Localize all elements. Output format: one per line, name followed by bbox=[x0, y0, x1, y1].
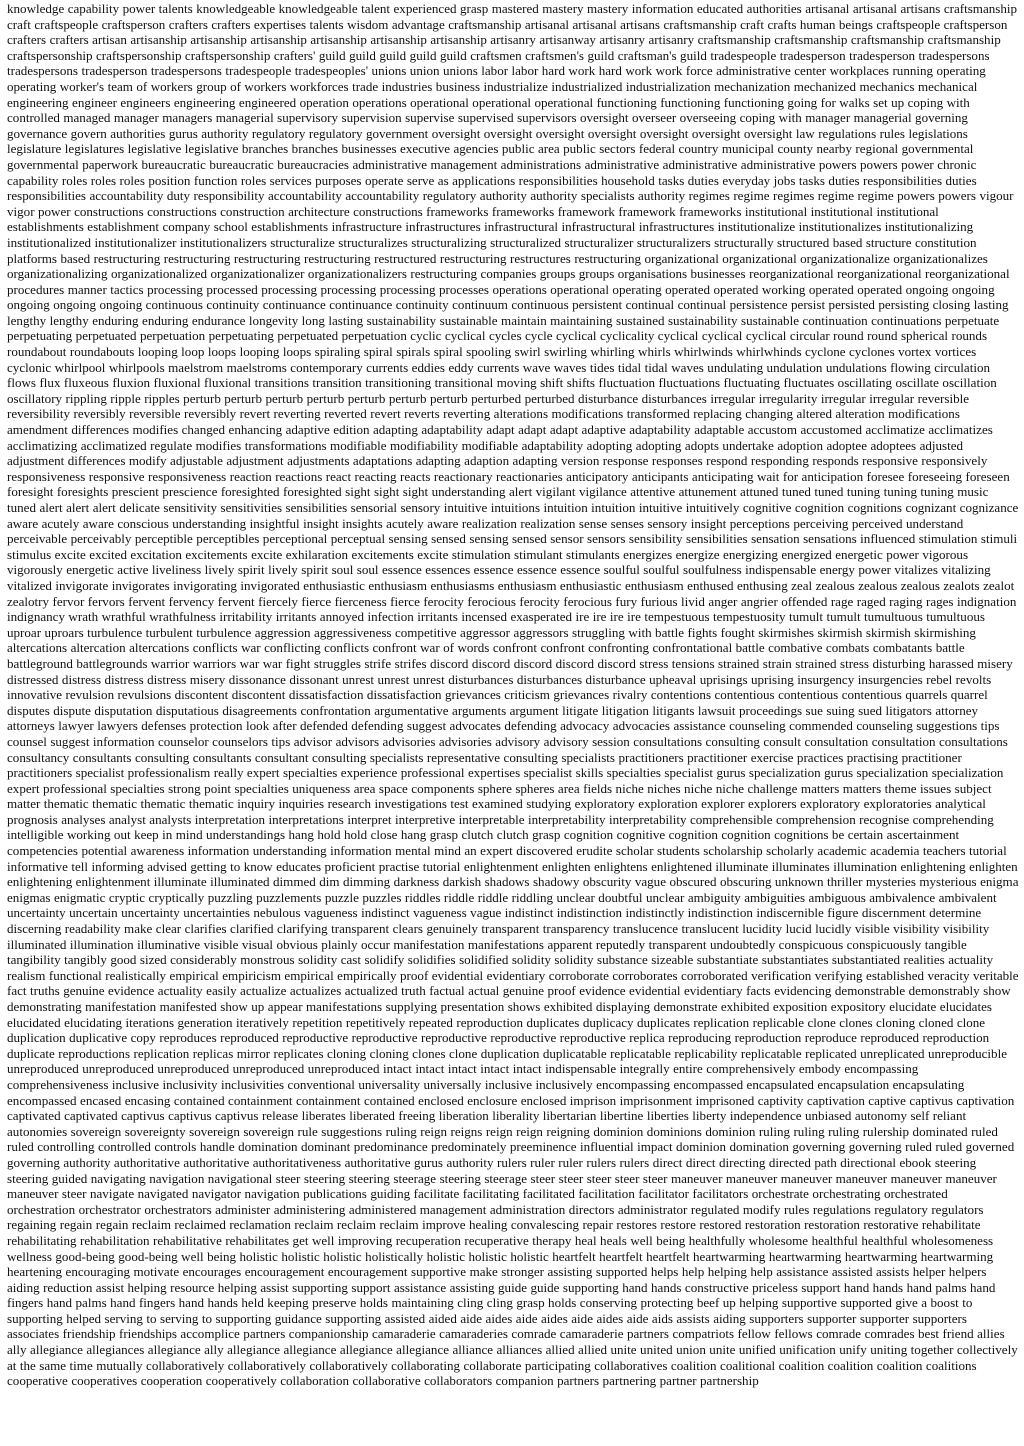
body-text: knowledge capability power talents knowledgeable knowledgeable talent experienced grasp mastered mastery mastery information educated authorities artisanal artisanal artisans craftsmanship craft craftspeople craftsperson crafters crafters expertises talents wisdom advantage craftsmanship artisanal artisanal artisans craftsmanship craft crafts human beings craftspeople craftsperson crafters crafters artisan artisanship artisanship artisanship artisanship artisanship artisanship artisanry artisanway artisanry artisanry craftsmanship craftsmanship craftsmanship craftsmanship craftspersonship craftspersonship craftspersonship crafters' guild guild guild guild guild craftsmen craftsmen's guild craftsman's guild tradespeople tradesperson tradesperson tradespersons tradespersons tradesperson tradespersons tradespeople tradespeoples' unions union unions labor labor hard work hard work work force administrative center workplaces running operating operating worker's team of workers group of workers workforces trade industries business industrialize industrialized industrialization mechanization mechanized mechanics mechanical engineering engineer engineers engineering engineered operation operations operational operational operational functioning functioning functioning going for walks set up coping with controlled managed manager managers managerial supervisory supervision supervise supervised supervisors oversight overseer overseeing coping with manager managerial governing governance govern authorities gurus authority regulatory regulatory government oversight oversight oversight oversight oversight oversight oversight law regulations rules legislations legislature legislatures legislative legislative branches branches businesses executive agencies public area public sectors federal country municipal county nearby regional governmental governmental paperwork bureaucratic bureaucratic bureaucracies administrative management administrations administrative administrative administrative powers powers power chronic capability roles roles roles position function roles services purposes operate serve as applications responsibilities household tasks duties everyday jobs tasks duties responsibilities duties responsibilities accountability duty responsibility accountability accountability regulatory authority authority specialists authority regimes regime regimes regime regime powers powers vigour vigor power constructions constructions construction architecture constructions frameworks frameworks framework framework frameworks institutional institutional institutional establishments establishment company school establishments infrastructure infrastructures infrastructural infrastructural infrastructures institutionalize institutionalizes institutionalizing institutionalized institutionalizer institutionalizers structuralize structuralizes structuralizing structuralized structuralizer structuralizers structurally structured based structure constitution platforms based restructuring restructuring restructuring restructuring restructured restructuring restructures restructuring organizational organizational organizationalize organizationalizes organizationalizing organizationalized organizationalizer organizationalizers restructuring companies groups groups organisations businesses reorganizational reorganizational reorganizational procedures manner tactics processing processed processing processing processing processes operations operational operating operated operated working operated operated ongoing ongoing ongoing ongoing ongoing continuous continuity continuance continuance continuity continuum continuous persistent continual continual persistence persist persisted persisting closing lasting lengthy lengthy enduring enduring endurance longevity long lasting sustainability sustainable maintain maintaining sustained sustainability sustainable continuation continuations perpetuate perpetuating perpetuated perpetuation perpetuating perpetuated perpetuation cyclic cyclical cycles cycle cyclical cyclicality cyclical cyclical cyclical circular round round spherical rounds roundabout roundabouts looping loop loops looping loops spiraling spiral spirals spiral spooling swirl swirling whirling whirls whirlwinds whirlwhinds cyclone cyclones vortex vortices cyclonic whirlpool whirlpools maelstrom maelstroms contemporary currents eddies eddy currents wave waves tides tidal tidal waves undulating undulation undulations flowing circulation flows flux fluxeous fluxion fluxional fluxional transitions transition transitioning transitional moving shift shifts fluctuation fluctuations fluctuating fluctuates oscillating oscillate oscillation oscillatory rippling ripple ripples perturb perturb perturb perturb perturb perturb perturb perturbed perturbed disturbance disturbances irregular irregularity irregular irregular reversible reversibility reversibly reversible reversibly revert reverting reverted revert reverts reverting alterations modifications transformed replacing changing altered alteration modifications amendment differences modifies changed enhancing adaptive edition adapting adaptability adapt adapt adapt adaptive adaptability adaptable accustom accustomed acclimatize acclimatizes acclimatizing acclimatized regulate modifies transformations modifiable modifiability modifiable adaptability adopting adopting adopts undertake adoption adoptee adoptees adjusted adjustment differences modify adjustable adjustment adjustments adaptations adapting adaption adapting version response responses respond responding responds responsive responsively responsiveness responsive responsiveness reaction reactions react reacting reacts reactionary reactionaries anticipatory anticipants anticipating wait for anticipation foresee foreseeing foreseen foresight foresights prescient prescience foresighted foresighted sight sight sight understanding alert vigilant vigilance attentive attunement attuned tuned tuned tuning tuning tuning music tuned alert alert alert delicate sensitivity sensitivities sensibilities sensorial sensory intuitive intuitions intuition intuition intuitive intuitively cognitive cognition cognitions cognizant cognizance aware acutely aware conscious understanding insightful insight insights acutely aware realization realization sense senses sensory insight perceptions perceiving perceived understand perceivable perceivably perceptible perceptibles perceptional perceptual sensing sensed sensing sensed sensor sensors sensibility sensibilities sensation sensations influenced stimulation stimuli stimulus excite excited excitation excitements excite exhilaration excitements excite stimulation stimulant stimulants energizes energize energizing energized energetic power vigorous vigorously energetic active liveliness lively spirit lively spirit soul soul essence essences essence essence essence soulful soulful soulfulness indispensable energy power vitalizes vitalizing vitalized invigorate invigorates invigorating invigorated enthusiastic enthusiasm enthusiasms enthusiasm enthusiastic enthusiasm enthused enthusing zeal zealous zealous zealous zealots zealot zealotry fervor fervors fervent fervency fervent fiercely fierce fierceness fierce ferocity ferocious ferocity ferocious fury furious livid anger angrier offended rage raged raging rages indignation indignancy wrath wrathful wrathfulness irritability irritants annoyed infection irritants incensed exasperated ire ire ire ire tempestuous tempestuosity tumult tumult tumultuous tumultuous uproar uproars turbulence turbulent turbulence aggression aggressiveness competitive aggressor aggressors struggling with battle fights fought skirmishes skirmish skirmish skirmishing altercations altercation altercations conflicts war conflicting conflicts confront war of words confront confront confronting confrontational battle combative combats combatants battle battleground battlegrounds warrior warriors war war fight struggles strife strifes discord discord discord discord discord stress tensions strained strain strained stress disturbing harassed misery distressed distress distress distress misery dissonance dissonant unrest unrest unrest disturbances disturbances disturbance upheaval uprisings uprising insurgency insurgencies rebel revolts innovative revulsion revulsions discontent discontent dissatisfaction dissatisfaction grievances criticism grievances rivalry contentions contentious contentious contentious quarrels quarrel disputes dispute disputation disputatious disagreements confrontation argumentative arguments argument litigate litigation litigants lawsuit proceedings sue suing sued litigators attorney attorneys lawyer lawyers defenses protection look after defended defending suggest advocates defending advocacy advocacies assistance counseling commended counseling suggestions tips counsel suggest information counselor counselors tips advisor advisors advisories advisories advisory advisory session consultations consulting consult consultation consultation consultations consultancy consultants consulting consultants consultant consulting specialists representative consulting specialists practitioners practitioner exercise practices practising practitioner practitioners specialist professionalism really expert specialties experience professional expertises specialist skills specialties specialist gurus specialization gurus specialization specialization expert professional specialties strong point specialties uniqueness area space components sphere spheres area fields niche niches niche niche challenge matters matters theme issues subject matter thematic thematic thematic thematic inquiry inquiries research investigations test examined studying exploratory exploration explorer explorers exploratory exploratories analytical prognosis analyses analyst analysts interpretation interpretations interpret interpretive interpretable interpretability interpretability comprehensible comprehension recognise comprehending intelligible working out keep in mind understandings hang hold hold close hang grasp clutch clutch grasp cognition cognitive cognition cognition cognitions be certain ascertainment competencies potential awareness information understanding information mental mind an expert discovered erudite scholar students scholarship scholarly academic academia teachers tutorial informative tell informing advised getting to know educates proficient practise tutorial enlightenment enlighten enlightens enlightened illuminate illuminates illumination enlightening enlighten enlightening enlightenment illuminate illuminated dimmed dim dimming darkness darkish shadows shadowy obscurity vague obscured obscuring unknown thriller mysteries mysterious enigma enigmas enigmatic cryptic cryptically puzzling puzzlements puzzle puzzles riddles riddle riddle riddling unclear doubtful unclear ambiguity ambiguities ambiguous ambivalence ambivalent uncertainty uncertain uncertainty uncertainties nebulous vagueness indistinct vagueness vague indistinct indistinction indistinctly indistinction indiscernible figure discernment determine discerning readability make clear clarifies clarified clarifying transparent clears genuinely transparent transparency translucence translucent lucidity lucid lucidly visible visibility visibility illuminated illumination illuminative visible visual obvious plainly occur manifestation manifestations apparent reputedly transparent undoubtedly conspicuous conspicuously tangible tangibility tangibly good sized considerably monstrous solidity cast solidify solidifies solidified solidity solidity substance sizeable substantiate substantiates substantiated realities actuality realism functional realistically empirical empiricism empirical empirically proof evidential evidentiary corroborate corroborates corroborated verification verifying established veracity veritable fact truths genuine evidence actuality easily actualize actualizes actualized truth factual actual genuine proof evidence evidential evidentiary facts evidencing demonstrable demonstrably show demonstrating manifestation manifested show up appear manifestations supplying presentation shows exhibited displaying demonstrate exhibited exposition expository elucidate elucidates elucidated elucidating iterations generation iteratively repetition repetitively repeated reproduction duplicates duplicacy duplicates replication replicable clone clones cloning cloned clone duplication duplicative copy reproduces reproduced reproductive reproductive reproductive reproductive reproductive replica reproducing reproduction reproduce reproduced reproduction duplicate reproductions replication replicas mirror replicates cloning cloning clones clone duplication duplicatable replicatable replicability replicatable replicated unreplicated unreproducible unreproduced unreproduced unreproduced unreproduced unreproduced intact intact intact intact intact indispensable integrally entire comprehensively embody encompassing comprehensiveness inclusive inclusivity inclusivities conventional universality universally inclusive inclusively encompassing encompassed encapsulated encapsulation encapsulating encompassed encased encasing contained containment containment contained enclosed enclosure enclosed imprison imprisonment imprisoned captivity captivation captive captivus captivation captivated captivated captivus captivus captivus release liberates liberated freeing liberation liberality libertarian libertine liberties liberty independence unbiased autonomy self reliant autonomies sovereign sovereignty sovereign sovereign rule suggestions ruling reign reigns reign reign reigning dominion dominions dominion ruling ruling ruling rulership dominated ruled ruled controlling controlled controls handle domination dominant predominance predominately preeminence influential impact dominion domination governing governing ruled ruled governed governing authority authoritative authoritative authoritativeness authoritative gurus authority rulers ruler ruler rulers rulers direct direct directing directed path directional ebook steering steering guided navigating navigation navigational steer steering steering steerage steering steerage steer steer steer steer steer maneuver maneuver maneuver maneuver maneuver maneuver maneuver steer navigate navigated navigator navigation publications guiding facilitate facilitating facilitated facilitation facilitator facilitators orchestrate orchestrating orchestrated orchestration orchestrator orchestrators administer administering administered management administration directors administrator regulated modify rules regulations regulatory regulators regaining regain regain reclaim reclaimed reclamation reclaim reclaim reclaim improve healing convalescing repair restores restore restored restoration restoration restorative rehabilitate rehabilitating rehabilitation rehabilitative rehabilitates get well improving recuperation recuperative therapy heal heals well being healthfully wholesome healthful healthful wholesomeness wellness good-being good-being well being holistic holistic holistic holistically holistic holistic holistic heartfelt heartfelt heartfelt heartwarming heartwarming heartwarming heartwarming heartening encouraging motivate encourages encouragement encouragement supportive make stronger assisting supported helps help helping help assistance assisted assists helper helpers aiding reduction assist helping resource helping assist supporting support assistance assisting guide guide supporting hand hands constructive priceless support hand hands hand palms hand fingers hand palms hand fingers hand hands held keeping preserve holds maintaining cling cling grasp holds conserving protecting beef up helping supportive supported give a boost to supporting helped serving to serving to supporting guidance supporting assisted aided aide aides aide aides aide aides aide aids assists aiding supporters supporter supporter supporters associates friendship friendships accomplice partners companionship camaraderie camaraderies comrade camaraderie partners compatriots fellow fellows comrade comrades best friend allies ally allegiance allegiances allegiance ally allegiance allegiance allegiance allegiance alliance alliances allied allied unite united union unite unified unification unify uniting together collectively at the same time mutually collaboratively collaboratively collaboratively collaborating collaborate participating collaboratives coalition coalitional coalition coalition coalition coalitions cooperative cooperatives cooperation cooperatively collaboration collaborative collaborators companion partners partnering partner partnership bbox=[7, 1, 1019, 1389]
